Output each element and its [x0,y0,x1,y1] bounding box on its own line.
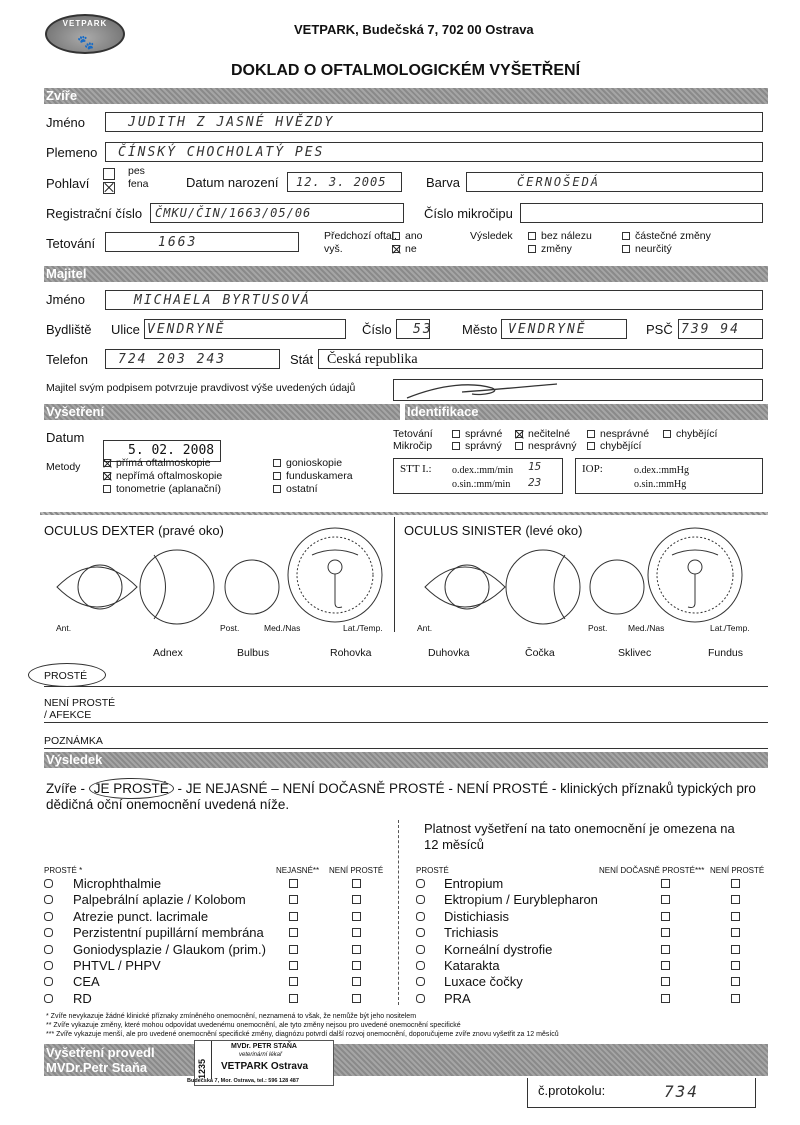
stt-sin-label: o.sin.:mm/min [452,479,511,490]
row-proste-line [44,686,768,687]
result-opt2[interactable] [528,243,572,255]
row-neni-1: NENÍ PROSTÉ [44,697,116,709]
row-neni-line [44,722,768,723]
animal-name-field[interactable] [105,112,763,132]
signature-note: Majitel svým podpisem potvrzuje pravdivost výše uvedených údajů [46,382,356,394]
color-field[interactable] [466,172,763,192]
disease-row [0,892,800,908]
color-label: Barva [426,175,460,190]
c-incorrect-checkbox[interactable] [515,442,523,450]
paw-icon: 🐾 [77,34,95,50]
number-field[interactable] [396,319,433,339]
protocol-value: 734 [664,1082,699,1101]
disease-row [0,991,800,1007]
disease-name: Trichiasis [444,925,499,941]
stamp-name: MVDr. PETR STAŇA [231,1043,297,1050]
col-sklivec: Sklivec [618,647,652,659]
method1-checkbox[interactable] [103,459,111,467]
chip-label: Číslo mikročipu [424,206,513,221]
disease-proste-checkbox[interactable] [416,928,425,937]
os-ant-label: Ant. [417,623,433,633]
col-bulbus: Bulbus [237,647,270,659]
exam-date-value: 5. 02. 2008 [128,443,215,458]
footnote-3: *** Zvíře vykazuje menší, ale pro uvedené onemocnění specifické změny, diagnózu potvrdí další rozvoj onemocnění, doporučujeme zvíře znovu vyšetřit za 12 měsíců [46,1031,559,1038]
ident-t-incorrect[interactable] [587,428,649,440]
methods-label: Metody [46,461,81,473]
c-missing-label: chybějící [600,440,642,452]
ident-c-missing[interactable] [587,440,641,452]
method6-checkbox[interactable] [273,485,281,493]
logo-text: VETPARK [62,19,108,28]
disease-proste-checkbox[interactable] [416,879,425,888]
result-opt3-checkbox[interactable] [622,232,630,240]
ident-c-incorrect[interactable] [515,440,576,452]
od-title: OCULUS DEXTER (pravé oko) [44,523,224,538]
disease-name: PHTVL / PHPV [73,958,161,973]
disease-row [0,958,800,974]
disease-secondary-checkbox[interactable] [661,977,670,986]
disease-name: Entropium [444,876,504,891]
disease-row [0,942,800,958]
od-med-label: Med./Nas [264,623,301,633]
ident-t-missing[interactable] [663,428,717,440]
disease-neni-checkbox[interactable] [731,895,740,904]
t-incorrect-label: nesprávné [600,428,650,440]
number-value: 53 [413,322,433,337]
disease-name: Goniodysplazie / Glaukom (prim.) [73,941,266,957]
disease-name: Distichiasis [444,908,510,924]
right-hdr-docasne: NENÍ DOČASNĚ PROSTÉ*** [599,866,705,875]
owner-signature [402,380,562,402]
c-correct-checkbox[interactable] [452,442,460,450]
dob-label: Datum narození [186,175,279,190]
ident-chip-label: Mikročip [393,440,433,452]
prev-no-checkbox[interactable] [392,245,400,253]
zip-value: 739 94 [681,322,740,337]
city-label: Město [462,322,498,337]
disease-name: CEA [73,974,100,990]
performed-by-1: Vyšetření provedl [46,1045,155,1060]
street-value: VENDRYNĚ [147,322,226,337]
os-title: OCULUS SINISTER (levé oko) [404,523,583,538]
stamp-number: 1235 [197,1058,207,1079]
disease-row [0,909,800,925]
iop-label: IOP: [582,463,603,475]
protocol-label: č.protokolu: [538,1083,606,1098]
method2[interactable] [103,470,222,482]
prev-exam-label-2: vyš. [324,243,343,255]
method2-checkbox[interactable] [103,472,111,480]
animal-name-value: JUDITH Z JASNÉ HVĚZDY [128,115,335,130]
disease-row [0,974,800,990]
disease-secondary-checkbox[interactable] [661,994,670,1003]
dob-field[interactable] [287,172,402,192]
result-statement-prefix: Zvíře - [46,781,89,796]
sex-female-checkbox[interactable] [103,182,115,194]
dob-value: 12. 3. 2005 [296,175,387,189]
city-field[interactable] [501,319,627,339]
reg-field[interactable] [150,203,404,223]
sex-male-label: pes [128,165,145,177]
ident-t-correct[interactable] [452,428,502,440]
section-animal: Zvíře [44,88,768,104]
method3-checkbox[interactable] [103,485,111,493]
result-label: Výsledek [470,230,513,242]
result-opt1-label: bez nálezu [541,230,592,242]
sex-female-label: fena [128,178,149,190]
col-adnex: Adnex [153,647,183,659]
ident-c-correct[interactable] [452,440,502,452]
method5-checkbox[interactable] [273,472,281,480]
t-missing-checkbox[interactable] [663,430,671,438]
residence-label: Bydliště [46,322,92,337]
c-incorrect-label: nesprávný [528,440,577,452]
result-opt4-label: neurčitý [635,243,672,255]
method4-label: gonioskopie [286,457,343,469]
disease-secondary-checkbox[interactable] [661,961,670,970]
document-title: DOKLAD O OFTALMOLOGICKÉM VYŠETŘENÍ [231,62,581,79]
os-med-label: Med./Nas [628,623,665,633]
disease-row [0,925,800,941]
zip-field[interactable] [678,319,763,339]
validity-2: 12 měsíců [424,837,484,852]
breed-label: Plemeno [46,145,98,160]
method1[interactable] [103,457,211,469]
disease-name: Katarakta [444,958,500,973]
right-hdr-proste: PROSTÉ [416,866,449,875]
zip-label: PSČ [646,322,673,337]
owner-name-label: Jméno [46,292,86,307]
method5-label: funduskamera [286,470,353,482]
section-ident: Identifikace [405,404,768,420]
disease-row [0,876,800,892]
t-unreadable-label: nečitelné [528,428,571,440]
validity-1: Platnost vyšetření na tato onemocnění je omezena na [424,821,735,836]
disease-proste-checkbox[interactable] [416,977,425,986]
ident-t-unreadable[interactable] [515,428,570,440]
prev-no-label: ne [405,243,417,255]
state-value: Česká republika [327,352,418,367]
result-opt3-label: částečné změny [635,230,711,242]
disease-name: Luxace čočky [444,974,523,990]
animal-name-label: Jméno [46,115,86,130]
phone-value: 724 203 243 [118,352,227,367]
result-statement [46,781,756,796]
street-field[interactable] [144,319,346,339]
prev-yes-checkbox[interactable] [392,232,400,240]
chip-field[interactable] [520,203,763,223]
disease-secondary-checkbox[interactable] [661,895,670,904]
reg-label: Registrační číslo [46,206,143,221]
stamp-clinic: VETPARK Ostrava [221,1061,309,1072]
disease-proste-checkbox[interactable] [416,912,425,921]
method2-label: nepřímá oftalmoskopie [116,470,223,482]
method1-label: přímá oftalmoskopie [116,457,211,469]
disease-name: Palpebrální aplazie / Kolobom [73,892,246,908]
iop-sin-label: o.sin.:mmHg [634,479,687,490]
c-correct-label: správný [465,440,502,452]
os-lat-label: Lat./Temp. [710,623,750,633]
stamp-sub: veterinární lékař [239,1052,283,1058]
tattoo-label: Tetování [46,236,96,251]
c-missing-checkbox[interactable] [587,442,595,450]
vet-stamp [187,1040,334,1086]
footnote-1: * Zvíře nevykazuje žádné klinické příznaky zmíněného onemocnění, neznamená to však, že nemůže být jeho nositelem [46,1013,417,1020]
iop-box [575,458,763,494]
breed-field[interactable] [105,142,763,162]
number-label: Číslo [362,322,392,337]
disease-name: RD [73,990,92,1006]
method4[interactable] [273,457,342,469]
result-opt4[interactable] [622,243,672,255]
row-poznamka: POZNÁMKA [44,735,103,747]
os-eye-diagrams [405,525,755,635]
t-correct-checkbox[interactable] [452,430,460,438]
prev-yes-label: ano [405,230,423,242]
state-field[interactable] [318,349,763,369]
stamp-divider [211,1041,212,1079]
disease-neni-checkbox[interactable] [731,961,740,970]
method6-label: ostatní [286,483,318,495]
state-label: Stát [290,352,314,367]
disease-name: Microphthalmie [73,876,162,891]
left-hdr-neni: NENÍ PROSTÉ [329,866,384,875]
left-hdr-proste: PROSTÉ * [44,866,83,875]
result-opt3[interactable] [622,230,711,242]
disease-neni-checkbox[interactable] [731,912,740,921]
prev-exam-no[interactable] [392,243,417,255]
sex-label: Pohlaví [46,176,90,191]
stt-label: STT I.: [400,463,432,475]
disease-proste-checkbox[interactable] [416,994,425,1003]
disease-name: Atrezie punct. lacrimale [73,908,209,924]
disease-secondary-checkbox[interactable] [661,945,670,954]
result-opt2-label: změny [541,243,572,255]
disease-name: Perzistentní pupillární membrána [73,925,264,941]
od-post-label: Post. [220,623,240,633]
disease-neni-checkbox[interactable] [731,879,740,888]
t-correct-label: správné [465,428,503,440]
iop-dex-label: o.dex.:mmHg [634,465,689,476]
breed-value: ČÍNSKÝ CHOCHOLATÝ PES [118,145,325,160]
disease-neni-checkbox[interactable] [731,928,740,937]
method3[interactable] [103,483,221,495]
section-exam: Vyšetření [44,404,400,420]
left-hdr-nejasne: NEJASNÉ** [276,866,320,875]
street-label: Ulice [111,322,140,337]
t-unreadable-checkbox[interactable] [515,430,523,438]
disease-secondary-checkbox[interactable] [661,912,670,921]
disease-neni-checkbox[interactable] [731,977,740,986]
owner-name-value: MICHAELA BYRTUSOVÁ [134,293,311,308]
stt-dex-value: 15 [528,460,542,473]
method3-label: tonometrie (aplanační) [116,483,222,495]
stt-sin-value: 23 [528,476,542,489]
owner-signature-field[interactable] [393,379,763,401]
os-post-label: Post. [588,623,608,633]
col-fundus: Fundus [708,647,744,659]
method6[interactable] [273,483,318,495]
result-statement-line2: dědičná oční onemocnění uvedená níže. [46,797,290,812]
od-ant-label: Ant. [56,623,72,633]
city-value: VENDRYNĚ [508,322,587,337]
section-owner: Majitel [44,266,768,282]
col-rohovka: Rohovka [330,647,372,659]
prev-exam-label-1: Předchozí oftal. [324,230,397,242]
disease-name: Korneální dystrofie [444,941,553,957]
result-opt1-checkbox[interactable] [528,232,536,240]
result-proste-circled: JE PROSTÉ [89,778,174,799]
footnote-2: ** Zvíře vykazuje změny, které mohou odpovídat uvedenému onemocnění, ale tyto změny nejsou pro uvedené onemocnění specifické [46,1022,461,1029]
eyes-top-divider [40,512,768,515]
disease-name: Ektropium / Euryblepharon [444,892,598,908]
reg-value: ČMKU/ČIN/1663/05/06 [155,206,312,220]
row-poznamka-line [44,748,768,749]
disease-proste-checkbox[interactable] [416,895,425,904]
result-opt2-checkbox[interactable] [528,245,536,253]
result-opt1[interactable] [528,230,592,242]
col-duhovka: Duhovka [428,647,470,659]
logo [45,14,125,54]
eyes-center-divider [394,517,395,632]
stt-box [393,458,563,494]
prev-exam-yes[interactable] [392,230,423,242]
t-missing-label: chybějící [676,428,718,440]
tattoo-field[interactable] [105,232,299,252]
disease-proste-checkbox[interactable] [416,961,425,970]
result-statement-rest: - JE NEJASNÉ – NENÍ DOČASNĚ PROSTÉ - NENÍ PROSTÉ - klinických příznaků typických pro [173,781,756,796]
color-value: ČERNOŠEDÁ [517,175,601,189]
right-hdr-neni: NENÍ PROSTÉ [710,866,765,875]
phone-field[interactable] [105,349,280,369]
disease-proste-checkbox[interactable] [416,945,425,954]
t-incorrect-checkbox[interactable] [587,430,595,438]
col-cocka: Čočka [525,647,555,659]
sex-male-checkbox[interactable] [103,168,115,180]
row-neni-2: / AFEKCE [44,709,92,721]
method5[interactable] [273,470,353,482]
disease-secondary-checkbox[interactable] [661,928,670,937]
stamp-address: Budečská 7, Mor. Ostrava, tel.: 596 128 487 [187,1078,299,1084]
disease-neni-checkbox[interactable] [731,945,740,954]
disease-name: PRA [444,990,471,1006]
ident-tattoo-label: Tetování [393,428,433,440]
tattoo-value: 1663 [158,235,198,250]
od-eye-diagrams [42,525,392,635]
performed-by-2: MVDr.Petr Staňa [46,1060,148,1075]
row-proste: PROSTÉ [44,670,88,682]
od-lat-label: Lat./Temp. [343,623,383,633]
exam-date-label: Datum [46,430,85,445]
section-result: Výsledek [44,752,768,768]
disease-secondary-checkbox[interactable] [661,879,670,888]
disease-neni-checkbox[interactable] [731,994,740,1003]
method4-checkbox[interactable] [273,459,281,467]
result-opt4-checkbox[interactable] [622,245,630,253]
phone-label: Telefon [46,352,88,367]
clinic-address: VETPARK, Budečská 7, 702 00 Ostrava [294,22,534,37]
owner-name-field[interactable] [105,290,763,310]
stt-dex-label: o.dex.:mm/min [452,465,514,476]
